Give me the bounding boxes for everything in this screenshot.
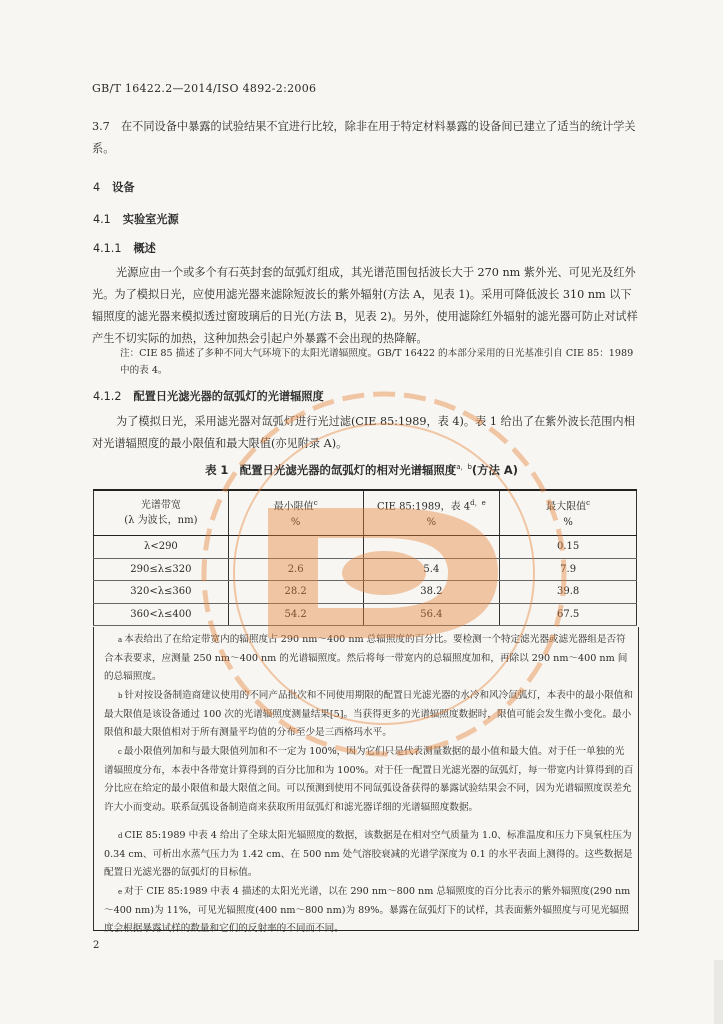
table-footnote-d <box>104 827 634 883</box>
header-cie85: CIE 85:1989，表 $4^{d,e}$ % <box>363 490 500 536</box>
table-row <box>94 558 637 581</box>
paragraph-light-source: 光源应由一个或多个有石英封套的氙弧灯组成，其光谱范围包括波长大于 270 nm 紫外光、可见光及红外光。为了模拟日光，应使用滤光器来滤除短波长的紫外辐射(方法 A，见表 1)。采用可降低波长 310 nm 以下辐照度的滤光器来模拟透过窗玻璃后的日光(方法 B，见表 2)。另外，使用滤除红外辐射的滤光器可防止对试样产生不切实际的加热，这种加热会引起户外暴露不会出现的热降解。 <box>92 266 638 345</box>
footnote-text: CIE 85:1989 中表 4 给出了全球太阳光辐照度的数据，该数据是在相对空气质量为 1.0、标准温度和压力下臭氧柱压为 0.34 cm、可析出水蒸气压力为 1.42 cm、在 500 nm 处气溶胶衰减的光谱学深度为 0.1 的水平表面上测得的。这些数据是配置日光滤光器的氙弧灯的目标值。 <box>104 830 633 878</box>
table-row <box>94 581 637 604</box>
table-cell: 56.4 <box>363 603 500 626</box>
table-cell: 5.4 <box>363 558 500 581</box>
footnote-text: 最小限值列加和与最大限值列加和不一定为 100%，因为它们只是代表测量数据的最小值和最大值。对于任一单独的光谱辐照度分布，本表中各带宽计算得到的百分比加和为 100%。对于任一配置日光滤光器的氙弧灯，每一带宽内计算得到的百分比应在给定的最小限值和最大限值之间。可以预测到使用不同氙弧设备获得的暴露试验结果会不同，因为光谱辐照度误差允许大小而变动。联系氙弧设备制造商来获取所用氙弧灯和滤光器详细的光谱辐照度数据。 <box>104 746 634 813</box>
table-cell: 7.9 <box>500 558 637 581</box>
section-title: 实验室光源 <box>122 213 179 226</box>
note-cie85: 注：CIE 85 描述了多种不同大气环境下的太阳光谱辐照度。GB/T 16422 的本部分采用的日光基准引自 CIE 85：1989 中的表 4。 <box>120 348 634 376</box>
table-cell: 290≤λ≤320 <box>94 558 229 581</box>
table-row <box>94 536 637 559</box>
table-cell: 360<λ≤400 <box>94 603 229 626</box>
section-number: 4 <box>93 181 101 194</box>
footnote-mark: a <box>118 636 123 644</box>
footnote-text: 本表给出了在给定带宽内的辐照度占 290 nm～400 nm 总辐照度的百分比。要检测一个特定滤光器或滤光器组是否符合本表要求，应测量 250 nm～400 nm 的光谱辐照度。然后将每一带宽内的总辐照度加和，再除以 290 nm～400 nm 间的总辐照度。 <box>104 634 628 682</box>
section-title: 概述 <box>133 242 156 255</box>
table-cell <box>228 536 363 559</box>
table-row <box>94 603 637 626</box>
footnote-mark: d <box>118 832 123 840</box>
footnote-mark: b <box>118 692 123 700</box>
section-number: 4.1.1 <box>93 242 122 255</box>
footnote-text: 对于 CIE 85:1989 中表 4 描述的太阳光光谱，以在 290 nm～800 nm 总辐照度的百分比表示的紫外辐照度(290 nm～400 nm)为 11%，可见光辐照度(400 nm～800 nm)为 89%。暴露在氙弧灯下的试样，其表面紫外辐照度与可见光辐照度会根据暴露试样的数量和它们的反射率的不同而不同。 <box>104 886 631 934</box>
section-4-1-1-heading <box>93 240 156 256</box>
clause-3-7: 3.7 在不同设备中暴露的试验结果不宜进行比较，除非在用于特定材料暴露的设备间已建立了适当的统计学关系。 <box>92 120 636 155</box>
table-cell: λ<290 <box>94 536 229 559</box>
table-footnote-a <box>104 631 634 687</box>
section-4-1-2-heading <box>93 388 324 404</box>
table-cell: 39.8 <box>500 581 637 604</box>
footnote-mark: e <box>118 888 123 896</box>
table-footnote-b <box>104 687 634 743</box>
header-spectral-band: 光谱带宽 (λ 为波长，nm) <box>94 490 229 536</box>
table-cell: 0.15 <box>500 536 637 559</box>
caption-text: 表 1 配置日光滤光器的氙弧灯的相对光谱辐照度 <box>205 463 457 477</box>
table-footnote-e <box>104 883 634 939</box>
footnote-text: 针对按设备制造商建议使用的不同产品批次和不同使用期限的配置日光滤光器的水冷和风冷氙弧灯，本表中的最小限值和最大限值是该设备通过 100 次的光谱辐照度测量结果[5]。当获得更多的光谱辐照度数据时，限值可能会发生微小变化。最小限值和最大限值相对于所有测量平均值的分布至少是三西格玛水平。 <box>104 690 633 738</box>
section-title: 配置日光滤光器的氙弧灯的光谱辐照度 <box>133 390 324 403</box>
standard-header: GB/T 16422.2—2014/ISO 4892-2:2006 <box>92 82 317 95</box>
footnote-mark: c <box>118 748 122 756</box>
section-number: 4.1.2 <box>93 390 122 403</box>
section-4-heading <box>93 179 135 195</box>
caption-footnote-marks: a，b <box>456 463 472 472</box>
table-cell: 67.5 <box>500 603 637 626</box>
table-cell: 38.2 <box>363 581 500 604</box>
table-cell: 320<λ≤360 <box>94 581 229 604</box>
section-number: 4.1 <box>93 213 111 226</box>
page-number: 2 <box>93 940 100 951</box>
table-footnote-c <box>104 743 634 817</box>
header-maximum: 最大限值$^c$ % <box>500 490 637 536</box>
table-cell: 54.2 <box>228 603 363 626</box>
table-cell <box>363 536 500 559</box>
table-cell: 2.6 <box>228 558 363 581</box>
section-4-1-heading <box>93 211 179 227</box>
caption-method: (方法 A) <box>471 463 518 477</box>
scan-edge-shadow <box>714 960 723 1024</box>
paragraph-spectral-irradiance: 为了模拟日光，采用滤光器对氙弧灯进行光过滤(CIE 85:1989，表 4)。表 1 给出了在紫外波长范围内相对光谱辐照度的最小限值和最大限值(亦见附录 A)。 <box>92 415 635 450</box>
section-title: 设备 <box>112 181 135 194</box>
header-minimum: 最小限值$^c$ % <box>228 490 363 536</box>
table-header-row <box>94 490 637 536</box>
table-1-caption <box>0 462 723 478</box>
table-1 <box>93 489 637 626</box>
table-cell: 28.2 <box>228 581 363 604</box>
